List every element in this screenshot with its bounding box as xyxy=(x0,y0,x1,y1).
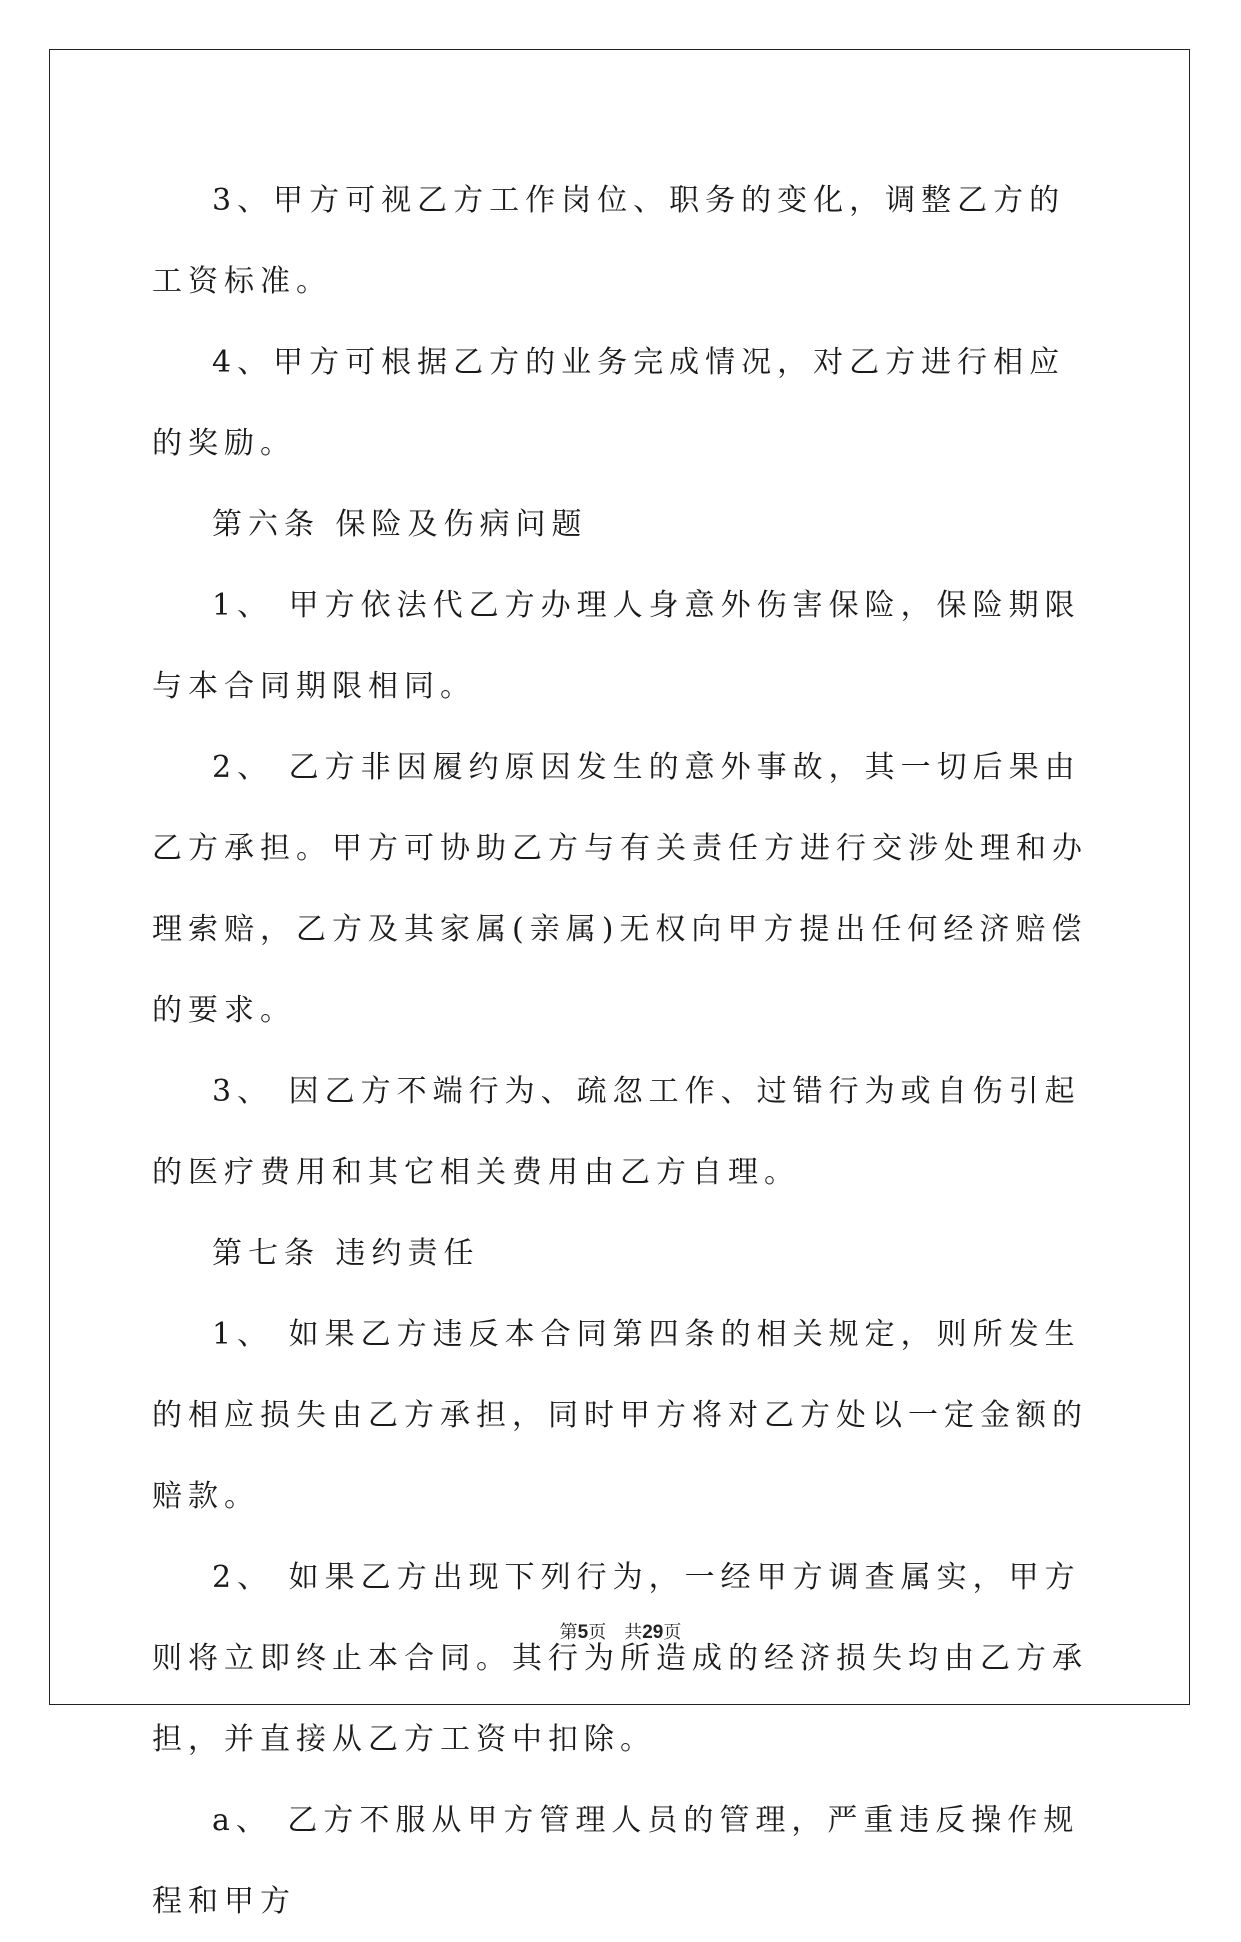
total-prefix: 共 xyxy=(624,1622,643,1643)
paragraph-1: 3、甲方可视乙方工作岗位、职务的变化，调整乙方的工资标准。 xyxy=(152,183,1066,299)
paragraph-2: 4、甲方可根据乙方的业务完成情况，对乙方进行相应的奖励。 xyxy=(152,345,1066,461)
total-pages: 29 xyxy=(642,1622,664,1643)
total-suffix: 页 xyxy=(663,1622,682,1643)
paragraph-3: 1、 甲方依法代乙方办理人身意外伤害保险，保险期限与本合同期限相同。 xyxy=(152,588,1081,704)
section-heading-6: 第六条 保险及伤病问题 xyxy=(212,507,588,542)
page-prefix: 第 xyxy=(559,1622,578,1643)
paragraph-4: 2、 乙方非因履约原因发生的意外事故，其一切后果由乙方承担。甲方可协助乙方与有关责任方进行交涉处理和办理索赔，乙方及其家属(亲属)无权向甲方提出任何经济赔偿的要求。 xyxy=(152,750,1088,1028)
document-body xyxy=(152,160,1092,1942)
page-footer xyxy=(0,1618,1241,1644)
paragraph-6: 1、 如果乙方违反本合同第四条的相关规定，则所发生的相应损失由乙方承担，同时甲方将对乙方处以一定金额的赔款。 xyxy=(152,1317,1088,1514)
page-number: 5 xyxy=(577,1622,589,1643)
page-suffix: 页 xyxy=(588,1622,607,1643)
section-heading-7: 第七条 违约责任 xyxy=(212,1236,480,1271)
paragraph-8: a、 乙方不服从甲方管理人员的管理，严重违反操作规程和甲方 xyxy=(152,1803,1080,1919)
paragraph-5: 3、 因乙方不端行为、疏忽工作、过错行为或自伤引起的医疗费用和其它相关费用由乙方自理。 xyxy=(152,1074,1081,1190)
paragraph-7: 2、 如果乙方出现下列行为，一经甲方调查属实，甲方则将立即终止本合同。其行为所造成的经济损失均由乙方承担，并直接从乙方工资中扣除。 xyxy=(152,1560,1088,1757)
